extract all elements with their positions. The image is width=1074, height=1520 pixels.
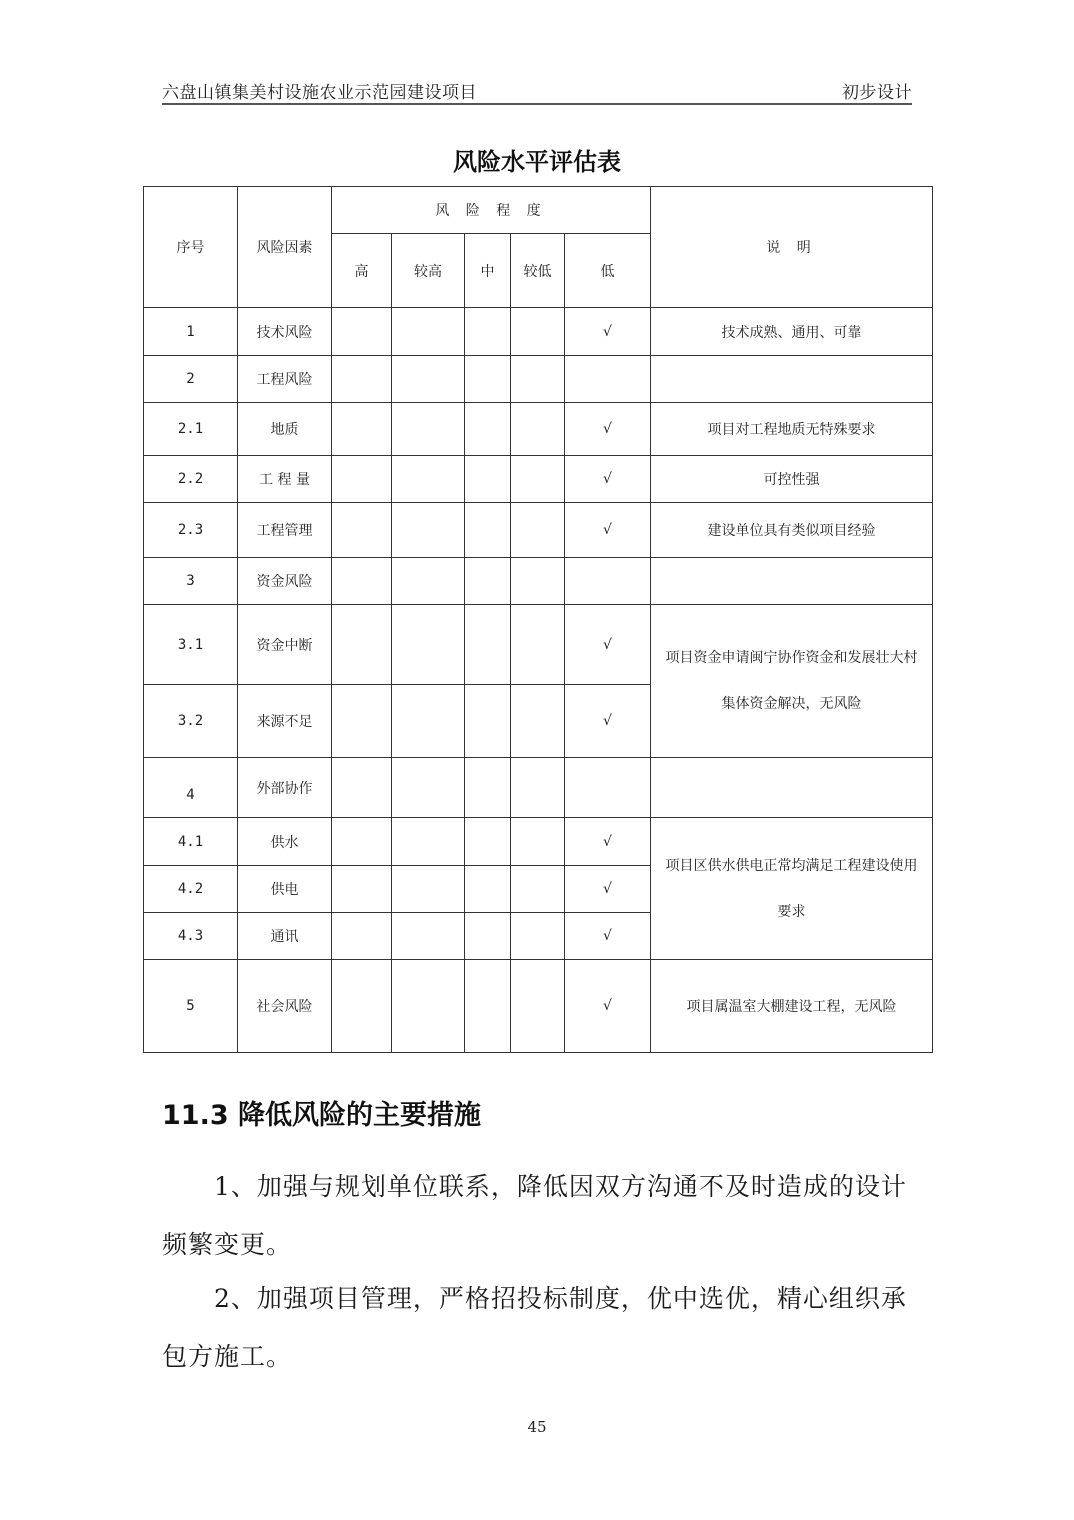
row-index: 3.2 xyxy=(144,685,238,758)
table-row xyxy=(144,356,933,403)
check-mark: √ xyxy=(565,308,651,356)
page-number: 45 xyxy=(527,1418,547,1436)
table-row xyxy=(144,558,933,605)
table-row xyxy=(144,503,933,558)
row-note-merged: 项目资金申请闽宁协作资金和发展壮大村集体资金解决，无风险 xyxy=(651,605,933,758)
check-mark: √ xyxy=(565,960,651,1053)
row-index: 4 xyxy=(144,758,238,818)
row-index: 4.2 xyxy=(144,866,238,913)
row-factor: 地质 xyxy=(238,403,332,456)
row-factor: 来源不足 xyxy=(238,685,332,758)
row-index: 4.1 xyxy=(144,818,238,866)
header-factor: 风险因素 xyxy=(238,187,332,308)
check-mark: √ xyxy=(565,685,651,758)
check-mark: √ xyxy=(565,866,651,913)
table-row xyxy=(144,960,933,1053)
risk-assessment-table xyxy=(143,186,933,1053)
row-index: 2.3 xyxy=(144,503,238,558)
row-index: 3.1 xyxy=(144,605,238,685)
row-index: 3 xyxy=(144,558,238,605)
table-row xyxy=(144,818,933,866)
header-note: 说 明 xyxy=(651,187,933,308)
check-mark: √ xyxy=(565,913,651,960)
measure-paragraph-2: 2、加强项目管理，严格招投标制度，优中选优，精心组织承包方施工。 xyxy=(162,1284,907,1371)
header-doc-type: 初步设计 xyxy=(842,83,912,103)
table-title: 风险水平评估表 xyxy=(453,148,621,176)
row-index: 2.1 xyxy=(144,403,238,456)
page-header xyxy=(162,76,912,105)
check-mark: √ xyxy=(565,456,651,503)
row-factor: 外部协作 xyxy=(238,758,332,818)
header-project-name: 六盘山镇集美村设施农业示范园建设项目 xyxy=(162,83,477,103)
header-level-medium: 中 xyxy=(465,234,511,308)
row-note: 建设单位具有类似项目经验 xyxy=(651,503,933,558)
row-note: 可控性强 xyxy=(651,456,933,503)
header-level-low: 低 xyxy=(565,234,651,308)
row-factor: 社会风险 xyxy=(238,960,332,1053)
row-factor: 工程风险 xyxy=(238,356,332,403)
row-factor: 技术风险 xyxy=(238,308,332,356)
row-note: 技术成熟、通用、可靠 xyxy=(651,308,933,356)
row-index: 2.2 xyxy=(144,456,238,503)
header-level-high: 高 xyxy=(332,234,392,308)
row-note-merged: 项目区供水供电正常均满足工程建设使用要求 xyxy=(651,818,933,960)
row-note: 项目对工程地质无特殊要求 xyxy=(651,403,933,456)
table-row xyxy=(144,456,933,503)
table-header-row xyxy=(144,187,933,234)
row-index: 1 xyxy=(144,308,238,356)
section-heading: 11.3 降低风险的主要措施 xyxy=(162,1100,482,1131)
table-row xyxy=(144,605,933,685)
row-factor: 工 程 量 xyxy=(238,456,332,503)
row-factor: 资金中断 xyxy=(238,605,332,685)
check-mark: √ xyxy=(565,818,651,866)
row-factor: 供电 xyxy=(238,866,332,913)
header-level-fairly-high: 较高 xyxy=(392,234,465,308)
row-index: 4.3 xyxy=(144,913,238,960)
table-row xyxy=(144,308,933,356)
row-factor: 通讯 xyxy=(238,913,332,960)
check-mark: √ xyxy=(565,605,651,685)
row-factor: 工程管理 xyxy=(238,503,332,558)
table-row xyxy=(144,403,933,456)
table-row xyxy=(144,758,933,818)
row-factor: 资金风险 xyxy=(238,558,332,605)
measure-paragraph-1: 1、加强与规划单位联系，降低因双方沟通不及时造成的设计频繁变更。 xyxy=(162,1172,907,1259)
header-index: 序号 xyxy=(144,187,238,308)
row-index: 2 xyxy=(144,356,238,403)
header-level-fairly-low: 较低 xyxy=(511,234,565,308)
header-level-group: 风 险 程 度 xyxy=(332,187,651,234)
row-factor: 供水 xyxy=(238,818,332,866)
row-index: 5 xyxy=(144,960,238,1053)
row-note: 项目属温室大棚建设工程，无风险 xyxy=(651,960,933,1053)
check-mark: √ xyxy=(565,503,651,558)
check-mark: √ xyxy=(565,403,651,456)
